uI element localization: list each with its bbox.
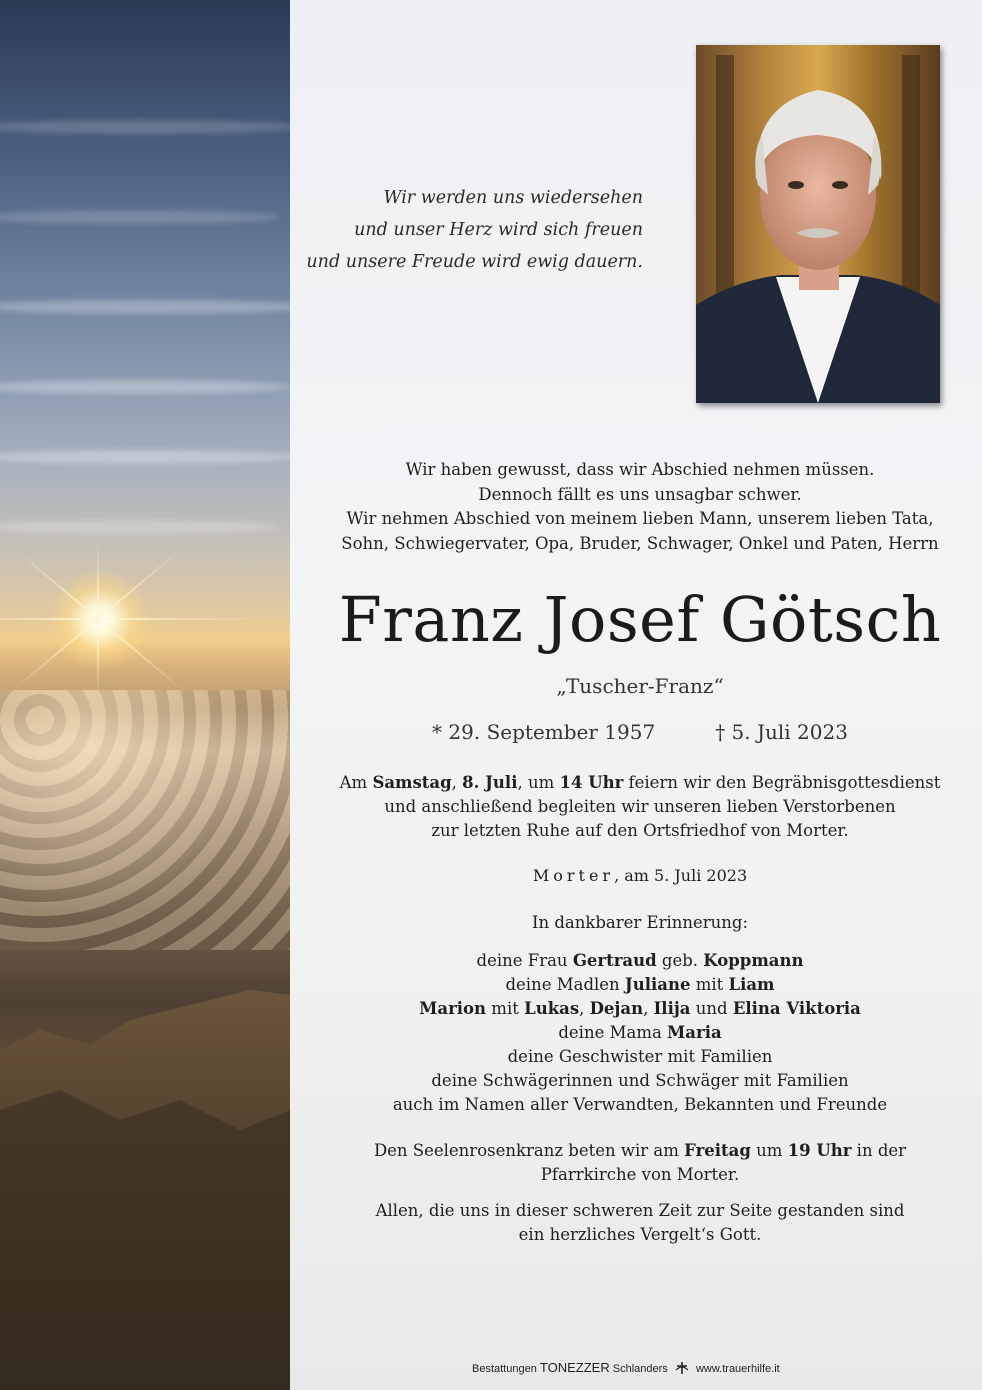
footer-brand: TONEZZER [539,1360,610,1375]
mourner-line: deine Schwägerinnen und Schwäger mit Familien [431,1071,849,1090]
funeral-line: und anschließend begleiten wir unseren lieben Verstorbenen [384,797,896,816]
text: mit [486,999,525,1018]
mourner-name: Gertraud [572,951,657,970]
cloud-streak [0,520,280,534]
mourners-list [330,911,950,1117]
text: Den Seelenrosenkranz beten wir am [373,1141,685,1160]
funeral-line: zur letzten Ruhe auf den Ortsfriedhof von Morter. [431,821,849,840]
mourner-name: Elina Viktoria [732,999,861,1018]
deceased-nickname: „Tuscher-Franz“ [556,674,724,698]
quote-line: und unsere Freude wird ewig dauern. [306,252,643,272]
mourner-name: Lukas [524,999,580,1018]
cloud-streak [0,120,290,134]
rosary-line: Pfarrkirche von Morter. [540,1165,740,1184]
sun-ray [97,619,99,699]
funeral-date: 8. Juli [462,773,518,792]
cloud-streak [0,300,290,314]
birth-date: * 29. September 1957 [432,720,656,744]
rosary-info [330,1139,950,1187]
rosary-time: 19 Uhr [787,1141,852,1160]
mourner-name: Ilija [653,999,691,1018]
text: und [690,999,733,1018]
intro-text [330,458,950,556]
intro-line: Sohn, Schwiegervater, Opa, Bruder, Schwager, Onkel und Paten, Herrn [341,533,939,553]
thanks-text [330,1199,950,1247]
cloud-streak [0,380,290,394]
intro-line: Wir haben gewusst, dass wir Abschied nehmen müssen. [405,460,875,479]
thanks-line: ein herzliches Vergelt‘s Gott. [518,1225,762,1244]
mourner-line [330,949,950,973]
footer-website[interactable]: www.trauerhilfe.it [695,1363,780,1375]
mourner-line [330,997,950,1021]
quote-line: und unser Herz wird sich freuen [354,220,643,240]
mourner-name: Dejan [589,999,644,1018]
text: feiern wir den Begräbnisgottesdienst [623,773,941,792]
sun-ray [0,618,98,620]
sun-ray [98,618,258,620]
mourner-name: Maria [667,1023,722,1042]
portrait-photo [696,45,940,403]
trauerhilfe-logo-icon [674,1361,690,1378]
cloud-sea [0,690,290,950]
mourner-line [330,973,950,997]
text: deine Frau [476,951,573,970]
place-date [330,864,950,888]
funeral-line [330,771,950,795]
text: , [451,773,463,792]
rosary-line [330,1139,950,1163]
death-date: † 5. Juli 2023 [715,720,848,744]
text: um [750,1141,788,1160]
town: Morter [532,866,615,885]
deceased-name: Franz Josef Götsch [338,583,942,656]
weekday: Samstag [372,773,452,792]
mourners-heading: In dankbarer Erinnerung: [531,913,749,932]
intro-line: Dennoch fällt es uns unsagbar schwer. [478,484,802,504]
text: Am [339,773,373,792]
mourner-name: Juliane [624,975,691,994]
text: , [579,999,590,1018]
footer-town: Schlanders [609,1363,668,1375]
footer-prefix: Bestattungen [472,1363,540,1375]
cloud-streak [0,450,290,464]
text: , um [517,773,560,792]
landscape-photo [0,0,290,1390]
issue-date: , am 5. Juli 2023 [614,866,748,885]
text: deine Madlen [505,975,625,994]
mourner-line: deine Geschwister mit Familien [507,1047,773,1066]
text: in der [851,1141,907,1160]
mourner-line [330,1021,950,1045]
text: geb. [656,951,704,970]
mountain-slope [0,990,290,1390]
memorial-quote [300,182,643,278]
quote-line: Wir werden uns wiedersehen [383,188,643,208]
weekday: Freitag [684,1141,751,1160]
funeral-time: 14 Uhr [559,773,624,792]
mourner-name: Koppmann [703,951,804,970]
text: , [643,999,654,1018]
sun-ray [97,539,99,619]
text: mit [690,975,729,994]
intro-line: Wir nehmen Abschied von meinem lieben Mann, unserem lieben Tata, [346,509,934,528]
mourner-line: auch im Namen aller Verwandten, Bekannten und Freunde [392,1095,888,1114]
mourner-name: Marion [419,999,487,1018]
funeral-info [330,771,950,843]
funeral-home-footer [472,1360,892,1380]
cloud-streak [0,210,280,224]
text: deine Mama [558,1023,668,1042]
life-dates [330,718,950,746]
thanks-line: Allen, die uns in dieser schweren Zeit zur Seite gestanden sind [375,1201,905,1220]
mourner-name: Liam [728,975,775,994]
